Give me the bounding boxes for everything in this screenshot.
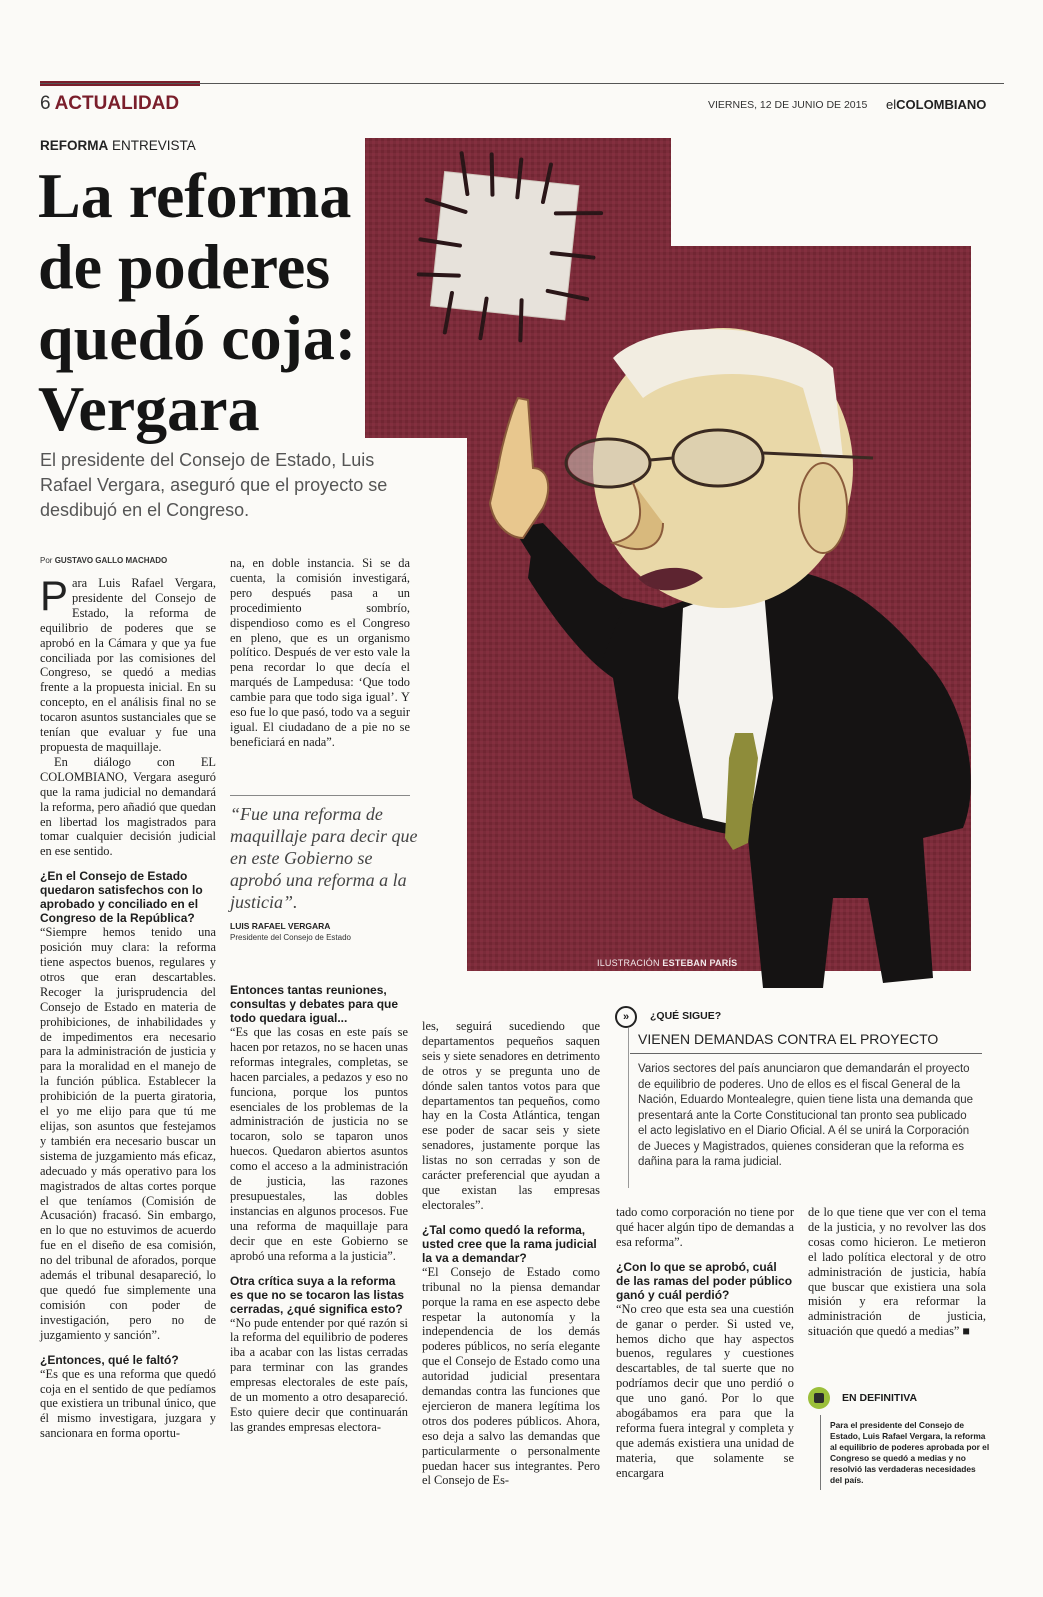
- byline: [40, 556, 167, 565]
- interview-answer: “El Consejo de Estado como tribunal no la piensa demandar porque la rama en ese aspecto debe respetar la autonomía y la independencia de los demás poderes públicos, no sería elegante que el Consejo de Estado como una autoridad judicial presentara demandas contra las funciones que ejercieron de manera legítima los otros dos poderes públicos. Ahora, eso deja a salvo las demandas que particularmente o personalmente puedan hacer sus integrantes. Pero el Consejo de Es-: [422, 1264, 600, 1488]
- brand-prefix: el: [886, 97, 897, 112]
- credit-prefix: ILUSTRACIÓN: [597, 958, 660, 968]
- next-steps-headline: VIENEN DEMANDAS CONTRA EL PROYECTO: [638, 1031, 939, 1047]
- section-name: ACTUALIDAD: [54, 93, 180, 114]
- pullquote-rule: [230, 795, 410, 796]
- kicker-type: ENTREVISTA: [112, 138, 196, 153]
- interview-question: ¿En el Consejo de Estado quedaron satisfechos con lo aprobado y conciliado en el Congreso de la República?: [40, 869, 203, 926]
- caricature-illustration: [363, 138, 973, 1023]
- summary-title: EN DEFINITIVA: [842, 1392, 918, 1404]
- paragraph: na, en doble instancia. Si se da cuenta, la comisión investigará, pero después pasa a un procedimiento sombrío, dispendioso como es el Congreso en pleno, que es un organismo político. Después de ver esto vale la pena recordar lo que decía el marqués de Lampedusa: ‘Que todo cambie para que todo siga igual’. Y eso fue lo que pasó, todo va a seguir igual. El ciudadano de a pie no se beneficiará en nada”.: [230, 556, 410, 749]
- article-column-1: [40, 572, 216, 1441]
- paragraph: les, seguirá sucediendo que departamentos pequeños saquen seis y siete senadores en detrimento de otros y se pregunta uno de dónde salen tantos votos para que departamentos tan pequeños, como hay en la Costa Atlántica, tengan ese poder de sacar seis y siete senadores, justamente porque las listas no son cerradas y son de carácter preferencial que ayudan a que existan las empresas electorales”.: [422, 1019, 600, 1212]
- pullquote-role: Presidente del Consejo de Estado: [230, 933, 351, 942]
- intro-text: ara Luis Rafael Vergara, presidente del Consejo de Estado, la reforma de equilibrio de poderes que se aprobó en la Cámara y que ya fue conciliada por las comisiones del Congreso, se quedó a medias frente a la propuesta inicial. En su concepto, en el análisis final no se tocaron asuntos sustanciales que se tenían que evaluar y fue una propuesta de maquillaje.: [40, 576, 216, 754]
- pullquote-name: LUIS RAFAEL VERGARA: [230, 921, 331, 931]
- credit-name: ESTEBAN PARÍS: [662, 958, 738, 968]
- kicker-topic: REFORMA: [40, 138, 109, 153]
- paragraph: En diálogo con EL COLOMBIANO, Vergara aseguró que la rama judicial no demandará la reforma, pero añadió que quedan en libertad los magistrados para tomar cualquier decisión judicial en ese sentido.: [40, 754, 216, 859]
- next-steps-body: Varios sectores del país anunciaron que demandarán el proyecto de equilibrio de poderes. Uno de ellos es el fiscal General de la Nación, Eduardo Montealegre, quien tiene lista una demanda que presentará ante la Corte Constitucional tan pronto sea publicado el acto legislativo en el Diario Oficial. A él se unirá la Corporación de Jueces y Magistrados, quienes consideran que la reforma es dañina para la rama judicial.: [638, 1063, 974, 1168]
- interview-question: ¿Entonces, qué le faltó?: [40, 1352, 179, 1367]
- interview-answer: “No pude entender por qué razón si la reforma del equilibrio de poderes iba a acabar con las listas cerradas para terminar con las grandes empresas electorales de este país, de un momento a otro desapareció. Esto quiere decir que continuarán las grandes empresas electora-: [230, 1315, 408, 1434]
- page-number: 6: [40, 93, 51, 114]
- arrow-icon: »: [615, 1006, 637, 1028]
- paragraph: tado como corporación no tiene por qué hacer algún tipo de demandas a esa reforma”.: [616, 1205, 794, 1249]
- dropcap: P: [40, 572, 69, 619]
- box-rule: [628, 1028, 629, 1188]
- article-column-2-top: [230, 556, 410, 750]
- interview-answer: “Es que es una reforma que quedó coja en el sentido de que pedíamos que existiera un tribunal único, que él mismo investigara, juzgara y sancionara en forma oportu-: [40, 1366, 216, 1441]
- summary-icon: [808, 1387, 830, 1409]
- intro-paragraph: [40, 572, 216, 755]
- box-divider: [630, 1053, 982, 1054]
- article-column-5: [808, 1205, 986, 1339]
- interview-question: ¿Tal como quedó la reforma, usted cree que la rama judicial la va a demandar?: [422, 1222, 597, 1265]
- summary-body: Para el presidente del Consejo de Estado, Luis Rafael Vergara, la reforma al equilibrio de poderes aprobada por el Congreso se quedó a medias y no resolvió las verdaderas necesidades del país.: [830, 1420, 990, 1485]
- headline: La reforma de poderes quedó coja: Vergara: [38, 160, 357, 444]
- section-label: [40, 93, 179, 115]
- illustration-credit: [597, 958, 737, 968]
- newspaper-brand: [886, 97, 986, 112]
- interview-answer: “No creo que esta sea una cuestión de ganar o perder. Si usted ve, hemos dicho que hay aspectos buenos, regulares y cuestiones descartables, de tal suerte que no podríamos decir que uno perdió o que uno ganó. Por lo que abogábamos era para que la reforma fuera integral y completa y que además existiera una unidad de materia, que solamente se encargara: [616, 1301, 794, 1480]
- interview-answer: “Es que las cosas en este país se hacen por retazos, no se hacen unas reformas integrales, completas, se hacen parciales, a pedazos y eso no funciona, porque los puntos esenciales de los problemas de la administración de justicia no se tocaron, solo se taparon unos huecos. Quedaron abiertos asuntos como el acceso a la administración de justicia, las razones presupuestales, las dobles instancias en algunos procesos. Fue una reforma de maquillaje para decir que en este Gobierno se aprobó una reforma a la justicia”.: [230, 1025, 408, 1263]
- byline-prefix: Por: [40, 556, 53, 565]
- lead-paragraph: El presidente del Consejo de Estado, Luis Rafael Vergara, aseguró que el proyecto se desdibujó en el Congreso.: [40, 450, 388, 520]
- article-column-3: [422, 1019, 600, 1488]
- article-column-4: [616, 1205, 794, 1481]
- paragraph: de lo que tiene que ver con el tema de la justicia, y no revolver las dos cosas como hicieron. Le metieron el lado política electoral y de otro administración de justicia, había que buscar que existiera una sola misión y era reformar la administración de justicia, situación que quedó a medias” ■: [808, 1205, 986, 1339]
- brand-name: COLOMBIANO: [896, 97, 987, 112]
- summary-rule: [820, 1415, 821, 1490]
- kicker: [40, 138, 196, 153]
- byline-author: GUSTAVO GALLO MACHADO: [54, 556, 168, 565]
- header-rule: [40, 83, 1004, 84]
- article-column-2: [230, 983, 408, 1435]
- next-steps-title: ¿QUÉ SIGUE?: [650, 1010, 722, 1022]
- interview-question: ¿Con lo que se aprobó, cuál de las ramas del poder público ganó y cuál perdió?: [616, 1259, 793, 1302]
- interview-question: Entonces tantas reuniones, consultas y debates para que todo quedara igual...: [230, 983, 399, 1025]
- issue-date: VIERNES, 12 DE JUNIO DE 2015: [708, 99, 868, 111]
- interview-answer: “Siempre hemos tenido una posición muy clara: la reforma tiene aspectos buenos, regulares y otros que eran descartables. Recoger la jurisprudencia del Consejo de Estado en materia de prohibiciones, de inhabilidades y de impedimentos era necesario para la administración de justicia y para la moralidad en el manejo de la función pública. Establecer la prohibición de la puerta giratoria, el yo me elijo para que tú me elijas, son asuntos que festejamos y también era necesario buscar un sistema de juzgamiento más eficaz, adecuado y más operativo para los magistrados de altas cortes porque el que teníamos (Comisión de Acusación) fracasó. Sin embargo, en lo que no estuvimos de acuerdo fue en el diseño de esa comisión, no del tribunal de aforados, porque además el tribunal desapareció, lo que quedó fue simplemente una comisión con poder de investigación, pero no de juzgamiento y sanción”.: [40, 925, 216, 1342]
- interview-question: Otra crítica suya a la reforma es que no se tocaron las listas cerradas, ¿qué significa esto?: [230, 1273, 405, 1316]
- pull-quote: “Fue una reforma de maquillaje para decir que en este Gobierno se aprobó una reforma a la justicia”.: [230, 804, 418, 912]
